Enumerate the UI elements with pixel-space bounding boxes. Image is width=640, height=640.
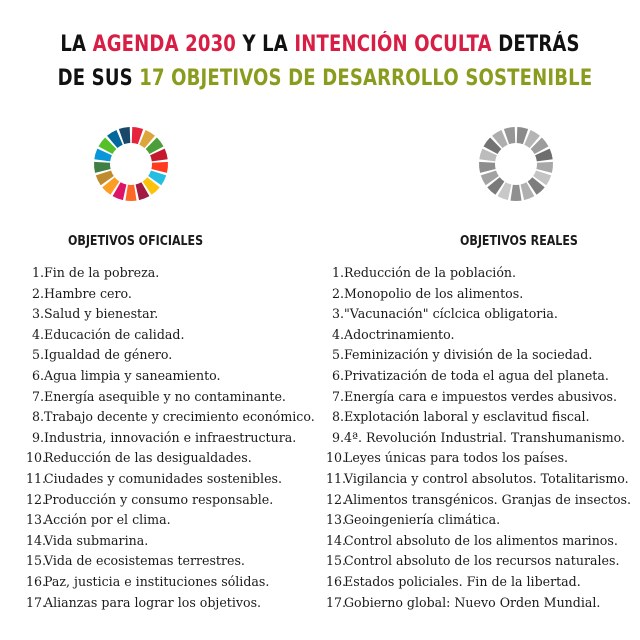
item-text: Hambre cero.	[44, 285, 132, 301]
list-item	[26, 531, 315, 552]
item-number: 13.	[26, 512, 47, 528]
item-text: Geoingeniería climática.	[344, 512, 501, 528]
sdg-gray-wheel-icon	[478, 126, 554, 202]
item-number: 2.	[31, 285, 44, 301]
title-segment: LA	[60, 32, 93, 57]
title-segment: Y LA	[236, 32, 295, 57]
item-number: 7.	[31, 388, 44, 404]
list-item	[26, 593, 315, 614]
item-number: 12.	[26, 491, 47, 507]
wheel-segment	[479, 162, 496, 173]
item-text: Control absoluto de los recursos naturales.	[344, 553, 620, 569]
item-text: Reducción de las desigualdades.	[44, 450, 252, 466]
list-item	[26, 469, 315, 490]
item-number: 12.	[326, 491, 347, 507]
item-text: Vida de ecosistemas terrestres.	[44, 553, 245, 569]
item-text: Estados policiales. Fin de la libertad.	[344, 573, 581, 589]
item-text: Energía cara e impuestos verdes abusivos.	[344, 388, 617, 404]
item-number: 16.	[326, 573, 347, 589]
item-number: 11.	[326, 470, 347, 486]
list-item	[26, 510, 315, 531]
item-number: 10.	[26, 450, 47, 466]
item-number: 17.	[326, 594, 347, 610]
wheel-segment	[510, 185, 521, 201]
item-number: 4.	[331, 326, 344, 342]
list-item	[26, 345, 315, 366]
list-item	[326, 387, 631, 408]
list-item	[326, 304, 631, 325]
item-text: Producción y consumo responsable.	[44, 491, 274, 507]
item-text: Explotación laboral y esclavitud fiscal.	[344, 409, 590, 425]
list-item	[326, 407, 631, 428]
item-text: Adoctrinamiento.	[344, 326, 455, 342]
list-item	[26, 448, 315, 469]
item-number: 11.	[26, 470, 47, 486]
list-item	[26, 407, 315, 428]
list-item	[326, 263, 631, 284]
item-text: "Vacunación" cíclcica obligatoria.	[344, 306, 558, 322]
title-line-1	[58, 28, 583, 62]
item-text: Monopolio de los alimentos.	[344, 285, 524, 301]
list-item	[326, 366, 631, 387]
real-goals-list	[326, 263, 631, 613]
sdg-color-wheel-icon	[93, 126, 169, 202]
item-number: 15.	[26, 553, 47, 569]
title-segment: DE SUS	[57, 66, 140, 91]
item-text: Ciudades y comunidades sostenibles.	[44, 470, 282, 486]
list-item	[326, 469, 631, 490]
list-item	[326, 428, 631, 449]
item-number: 1.	[31, 265, 44, 280]
list-item	[26, 304, 315, 325]
item-number: 9.	[31, 429, 44, 445]
item-text: Fin de la pobreza.	[44, 265, 160, 280]
page-title	[57, 28, 593, 96]
item-number: 2.	[331, 285, 344, 301]
item-number: 16.	[26, 573, 47, 589]
item-text: Trabajo decente y crecimiento económico.	[44, 409, 315, 425]
item-text: 4ª. Revolución Industrial. Transhumanismo.	[344, 429, 626, 445]
wheel-segment	[94, 162, 111, 173]
list-item	[26, 572, 315, 593]
wheel-segment	[125, 185, 136, 201]
item-number: 8.	[31, 409, 44, 425]
list-item	[26, 263, 315, 284]
item-text: Feminización y división de la sociedad.	[344, 347, 593, 363]
item-text: Control absoluto de los alimentos marinos.	[344, 532, 618, 548]
item-text: Alianzas para lograr los objetivos.	[44, 594, 262, 610]
list-item	[26, 387, 315, 408]
item-text: Acción por el clima.	[44, 512, 171, 528]
title-segment: DETRÁS	[491, 32, 580, 57]
list-item	[326, 572, 631, 593]
title-segment: AGENDA 2030	[92, 32, 237, 57]
title-line-2	[57, 62, 593, 96]
list-item	[326, 448, 631, 469]
list-item	[26, 490, 315, 511]
item-text: Energía asequible y no contaminante.	[44, 388, 286, 404]
item-number: 5.	[331, 347, 344, 363]
item-number: 9.	[331, 429, 344, 445]
list-item	[26, 325, 315, 346]
item-number: 6.	[331, 367, 344, 383]
title-segment: 17 OBJETIVOS DE DESARROLLO SOSTENIBLE	[139, 66, 593, 91]
item-text: Vigilancia y control absolutos. Totalitarismo.	[344, 470, 629, 486]
item-number: 17.	[26, 594, 47, 610]
list-item	[326, 531, 631, 552]
item-number: 10.	[326, 450, 347, 466]
item-number: 8.	[331, 409, 344, 425]
item-number: 1.	[331, 265, 344, 280]
list-item	[326, 490, 631, 511]
item-text: Leyes únicas para todos los países.	[344, 450, 569, 466]
item-text: Vida submarina.	[44, 532, 149, 548]
official-goals-heading: OBJETIVOS OFICIALES	[68, 234, 204, 249]
list-item	[326, 284, 631, 305]
list-item	[326, 551, 631, 572]
list-item	[326, 325, 631, 346]
item-text: Igualdad de género.	[44, 347, 173, 363]
wheel-segment	[536, 162, 553, 173]
list-item	[326, 345, 631, 366]
item-number: 6.	[31, 367, 44, 383]
item-number: 3.	[331, 306, 344, 322]
item-number: 14.	[26, 532, 47, 548]
wheel-segment	[151, 162, 168, 173]
list-item	[26, 284, 315, 305]
item-number: 4.	[31, 326, 44, 342]
item-text: Industria, innovación e infraestructura.	[44, 429, 297, 445]
list-item	[26, 428, 315, 449]
item-number: 15.	[326, 553, 347, 569]
title-segment: INTENCIÓN OCULTA	[294, 32, 492, 57]
item-text: Reducción de la población.	[344, 265, 517, 280]
real-goals-heading: OBJETIVOS REALES	[460, 234, 578, 249]
item-number: 7.	[331, 388, 344, 404]
item-text: Educación de calidad.	[44, 326, 185, 342]
item-text: Agua limpia y saneamiento.	[44, 367, 221, 383]
item-number: 5.	[31, 347, 44, 363]
list-item	[326, 510, 631, 531]
item-text: Alimentos transgénicos. Granjas de insectos.	[344, 491, 631, 507]
item-text: Salud y bienestar.	[44, 306, 159, 322]
list-item	[26, 366, 315, 387]
list-item	[326, 593, 631, 614]
item-text: Paz, justicia e instituciones sólidas.	[44, 573, 270, 589]
item-text: Privatización de toda el agua del planeta.	[344, 367, 609, 383]
list-item	[26, 551, 315, 572]
item-text: Gobierno global: Nuevo Orden Mundial.	[344, 594, 601, 610]
official-goals-list	[26, 263, 315, 613]
item-number: 13.	[326, 512, 347, 528]
item-number: 14.	[326, 532, 347, 548]
item-number: 3.	[31, 306, 44, 322]
